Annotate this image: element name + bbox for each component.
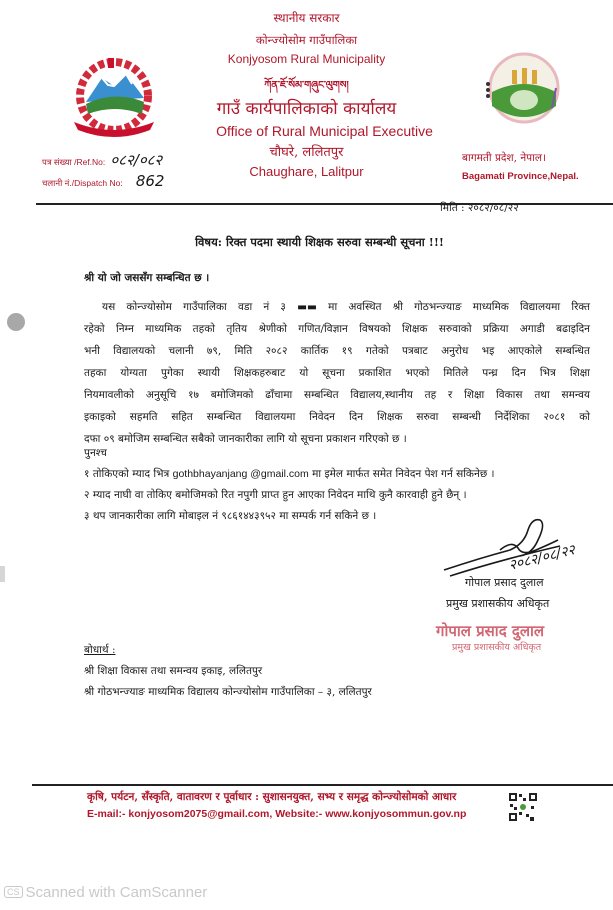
office-name-np: गाउँ कार्यपालिकाको कार्यालय: [216, 99, 397, 119]
body-line: रहेको निम्न माध्यमिक तहको तृतिय श्रेणीको गणित/विज्ञान विषयको शिक्षक सरुवाको प्रक्रिया अगाडी बढाइदिन: [84, 323, 590, 335]
dispatch-label: चलानी नं./Dispatch No:: [42, 178, 123, 188]
notice-body: [84, 296, 590, 450]
date-value: २०८२/०८/२२: [467, 202, 519, 214]
body-line: यस कोन्ज्योसोम गाउँपालिका वडा नं ३ ▬▬ मा अवस्थित श्री गोठभन्ज्याङ माध्यमिक विद्यालयमा रिक्त: [102, 301, 590, 313]
official-stamp-title: प्रमुख प्रशासकीय अधिकृत: [452, 642, 542, 653]
body-line: इकाइको सहमति सहित सम्बन्धित विद्यालयमा निवेदन दिन शिक्षक सरुवा सम्बन्धी निर्देशिका २०८१ को: [84, 411, 590, 423]
official-stamp-name: गोपाल प्रसाद दुलाल: [436, 622, 545, 640]
footer-contact: E-mail:- konjyosom2075@gmail.com, Website:- www.konjyosommun.gov.np: [87, 808, 467, 820]
body-line: दफा ०९ बमोजिम सम्बन्धित सबैको जानकारीका लागि यो सूचना प्रकाशन गरिएको छ ।: [84, 433, 407, 445]
province-en: Bagamati Province,Nepal.: [462, 171, 579, 182]
municipality-name-np: कोन्ज्योसोम गाउँपालिका: [255, 33, 358, 47]
municipality-name-tamang: ཀོན་ཇོ་སོམ་གཞུང་ལུགས།: [264, 80, 349, 91]
cc-item: श्री शिक्षा विकास तथा समन्वय इकाइ, ललितपुर: [84, 665, 263, 677]
subject-line: विषय: रिक्त पदमा स्थायी शिक्षक सरुवा सम्बन्धी सूचना !!!: [195, 235, 444, 249]
dispatch-value: 862: [135, 172, 165, 190]
signatory-title: प्रमुख प्रशासकीय अधिकृत: [446, 597, 550, 610]
signature-date: २०८२/०८/२२: [507, 542, 577, 574]
qr-code-icon: [508, 792, 538, 822]
ref-value: ०८२/०८२: [110, 151, 163, 169]
date: [440, 201, 519, 215]
header-divider: [36, 203, 613, 205]
postscript-item: ३ थप जानकारीका लागि मोबाइल नं ९८६१४४३९५२ मा सम्पर्क गर्न सकिने छ ।: [84, 510, 377, 522]
cc-section: [84, 640, 372, 703]
postscript-heading: पुनश्च: [84, 447, 107, 459]
location-en: Chaughare, Lalitpur: [249, 164, 364, 179]
scan-edge-mark: [0, 566, 5, 582]
date-label: मिति :: [440, 202, 468, 214]
camscanner-watermark: [4, 884, 207, 901]
local-government-label: स्थानीय सरकार: [273, 11, 340, 25]
postscript-item: १ तोकिएको म्याद भित्र gothbhayanjang @gmail.com मा इमेल मार्फत समेत निवेदन पेश गर्न सकिनेछ ।: [84, 468, 495, 480]
footer-divider: [32, 784, 613, 786]
dispatch-number: [42, 171, 164, 190]
reference-number: [42, 150, 162, 170]
body-line: नियमावलीको अनुसूचि १७ बमोजिमको ढाँचामा सम्बन्धित विद्यालय,स्थानीय तह र शिक्षा विकास तथा समन्वय: [84, 389, 590, 401]
salutation: श्री यो जो जससँग सम्बन्धित छ ।: [84, 272, 210, 284]
office-name-en: Office of Rural Municipal Executive: [216, 123, 433, 139]
email-link[interactable]: gothbhayanjang @gmail.com: [172, 468, 309, 480]
punch-hole-mark: [7, 313, 25, 331]
watermark-text: Scanned with CamScanner: [25, 884, 208, 901]
postscript-item: २ म्याद नाघी वा तोकिए बमोजिमको रित नपुगी प्राप्त हुन आएका निवेदन माथि कुनै कारवाही हुने छैन् ।: [84, 489, 467, 501]
location-np: चौघरे, ललितपुर: [269, 145, 344, 160]
ref-label: पत्र संख्या /Ref.No:: [42, 157, 106, 167]
province-np: बागमती प्रदेश, नेपाल।: [462, 152, 546, 164]
cc-heading: बोधार्थ :: [84, 644, 116, 656]
signatory-name: गोपाल प्रसाद दुलाल: [465, 576, 544, 589]
cc-item: श्री गोठभन्ज्याङ माध्यमिक विद्यालय कोन्ज्योसोम गाउँपालिका – ३, ललितपुर: [84, 686, 372, 698]
body-line: भनी विद्यालयको चलानी ७९, मिति २०८२ कार्तिक १९ गतेको पत्रबाट अनुरोध भइ आएकोले सम्बन्धित: [84, 345, 590, 357]
camscanner-icon: CS: [4, 886, 23, 898]
body-line: तहका योग्यता पुगेका स्थायी शिक्षकहरुबाट यो सूचना प्रकाशित भएको मितिले पन्ध्र दिन भित्र शिक्षा: [84, 367, 590, 379]
footer-motto: कृषि, पर्यटन, सँस्कृति, वातावरण र पूर्वाधार : सुशासनयुक्त, सभ्य र समृद्ध कोन्ज्योसोमको आधार: [87, 791, 457, 803]
municipality-name-en: Konjyosom Rural Municipality: [227, 52, 386, 66]
